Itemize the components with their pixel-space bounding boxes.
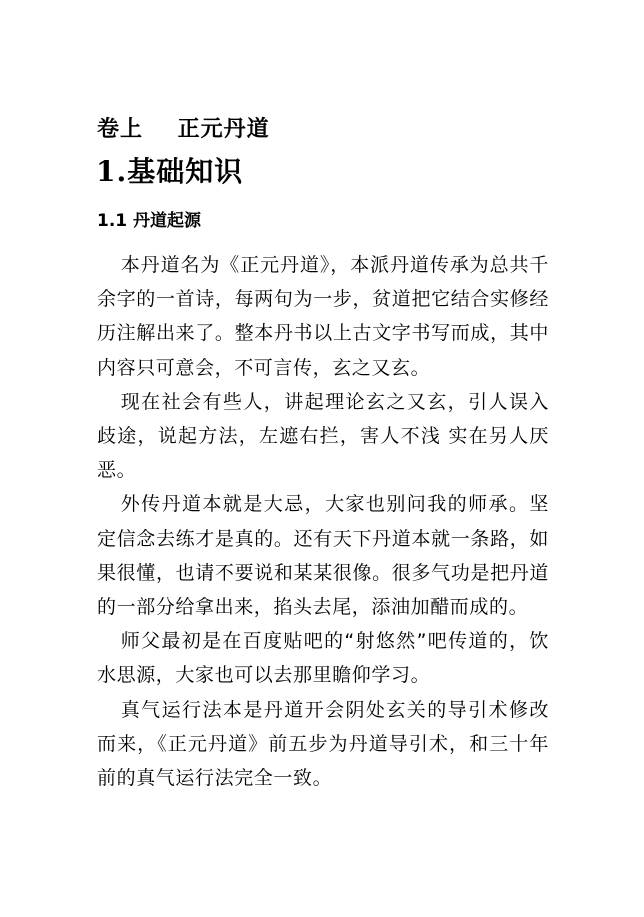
volume-title: 卷上 正元丹道 <box>97 116 270 142</box>
paragraph: 师父最初是在百度贴吧的“射悠然”吧传道的，饮水思源，大家也可以去那里瞻仰学习。 <box>97 630 549 687</box>
section-title: 1.1 丹道起源 <box>97 211 202 231</box>
body-text <box>97 248 549 795</box>
paragraph: 真气运行法本是丹道开会阴处玄关的导引术修改而来，《正元丹道》前五步为丹道导引术，和三十年前的真气运行法完全一致。 <box>97 698 549 790</box>
chapter-title: 1.基础知识 <box>96 155 244 188</box>
paragraph: 外传丹道本就是大忌，大家也别问我的师承。坚定信念去练才是真的。还有天下丹道本就一条路，如果很懂，也请不要说和某某很像。很多气功是把丹道的一部分给拿出来，掐头去尾，添油加醋而成的。 <box>97 493 549 619</box>
paragraph: 现在社会有些人，讲起理论玄之又玄，引人误入歧途，说起方法，左遮右拦，害人不浅 实在另人厌恶。 <box>97 390 549 482</box>
paragraph: 本丹道名为《正元丹道》，本派丹道传承为总共千余字的一首诗，每两句为一步，贫道把它结合实修经历注解出来了。整本丹书以上古文字书写而成，其中内容只可意会，不可言传，玄之又玄。 <box>97 254 549 379</box>
